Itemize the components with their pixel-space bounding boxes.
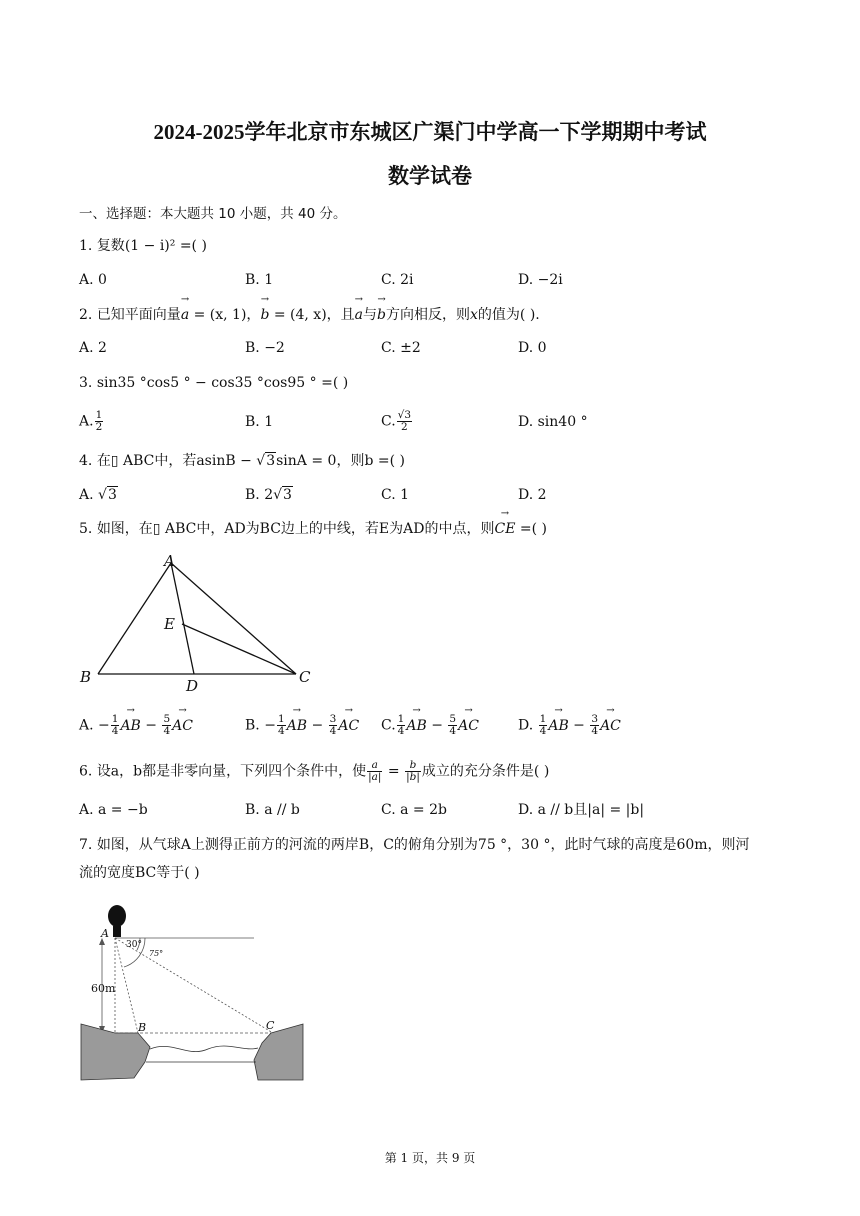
point-label-a: A [101, 927, 109, 940]
q5-option-d: D. $\frac{1}{4}$ → AB − $\frac{3}{4}$ → AC [518, 714, 621, 737]
balloon-icon [108, 905, 126, 927]
q1-option-a: A. 0 [79, 272, 107, 288]
q4-option-b: B. 2√3 [245, 487, 292, 503]
angle-30-label: 30° [126, 940, 142, 950]
point-label-b: B [138, 1021, 147, 1034]
segment-ce [182, 624, 296, 674]
q4-option-d: D. 2 [518, 487, 547, 503]
page-subtitle: 数学试卷 [388, 164, 472, 188]
q4-option-a: A. √3 [79, 487, 117, 503]
angle-75-label: 75° [149, 949, 164, 958]
question-3: 3. sin35 °cos5 ° − cos35 °cos95 ° =( ) [79, 375, 349, 391]
q5-option-b: B. − $\frac{1}{4}$ → AB − $\frac{3}{4}$ → AC [245, 714, 359, 737]
height-label: 60m [91, 982, 116, 995]
point-label-b: B [80, 668, 92, 686]
question-5: 5. 如图，在▯ ABC中，AD为BC边上的中线，若E为AD的中点，则→ CE =( ) [79, 520, 547, 538]
q6-option-c: C. a = 2b [381, 802, 447, 818]
q1-option-c: C. 2i [381, 272, 414, 288]
section-header: 一、选择题：本大题共 10 小题，共 40 分。 [79, 206, 347, 222]
point-label-e: E [164, 615, 175, 633]
point-label-a: A [164, 552, 175, 570]
q2-option-d: D. 0 [518, 340, 547, 356]
q5-option-a: A. − $\frac{1}{4}$ → AB − $\frac{5}{4}$ → AC [79, 714, 193, 737]
q4-option-c: C. 1 [381, 487, 410, 503]
point-label-c: C [266, 1019, 275, 1032]
question-7-line-2: 流的宽度BC等于( ) [79, 865, 200, 881]
q6-option-b: B. a // b [245, 802, 300, 818]
question-2: 2. 已知平面向量→ a = (x, 1)，→ b = (4, x)，且→ a与→ b方向相反，则x的值为( ). [79, 306, 540, 324]
q6-option-a: A. a = −b [79, 802, 148, 818]
triangle-figure [76, 550, 326, 695]
q2-option-a: A. 2 [79, 340, 107, 356]
question-6: 6. 设a，b都是非零向量，下列四个条件中，使 $\frac{a}{|a|}$ = $\frac{b}{|b|}$ 成立的充分条件是( ) [79, 759, 550, 783]
point-label-d: D [186, 677, 199, 695]
point-label-c: C [299, 668, 311, 686]
question-4: 4. 在▯ ABC中，若asinB − √3sinA = 0，则b =( ) [79, 453, 405, 469]
q3-option-a: A. $\frac{1}{2}$ [79, 409, 103, 433]
question-7-line-1: 7. 如图，从气球A上测得正前方的河流的两岸B，C的俯角分别为75 °，30 °，此时气球的高度是60m，则河 [79, 837, 750, 853]
question-1: 1. 复数(1 − i)² =( ) [79, 238, 207, 254]
page-footer: 第 1 页，共 9 页 [384, 1151, 476, 1165]
q1-option-d: D. −2i [518, 272, 563, 288]
q2-option-c: C. ±2 [381, 340, 421, 356]
q3-option-b: B. 1 [245, 414, 274, 430]
side-ab [98, 563, 171, 674]
q3-option-d: D. sin40 ° [518, 414, 588, 430]
q5-option-c: C. $\frac{1}{4}$ → AB − $\frac{5}{4}$ → AC [381, 714, 479, 737]
q1-option-b: B. 1 [245, 272, 274, 288]
q2-option-b: B. −2 [245, 340, 285, 356]
q3-option-c: C. $\frac{√3}{2}$ [381, 409, 412, 433]
side-ac [171, 563, 296, 674]
q6-option-d: D. a // b且|a| = |b| [518, 802, 645, 818]
page-title: 2024-2025学年北京市东城区广渠门中学高一下学期期中考试 [153, 120, 707, 144]
balloon-river-figure [78, 900, 310, 1085]
